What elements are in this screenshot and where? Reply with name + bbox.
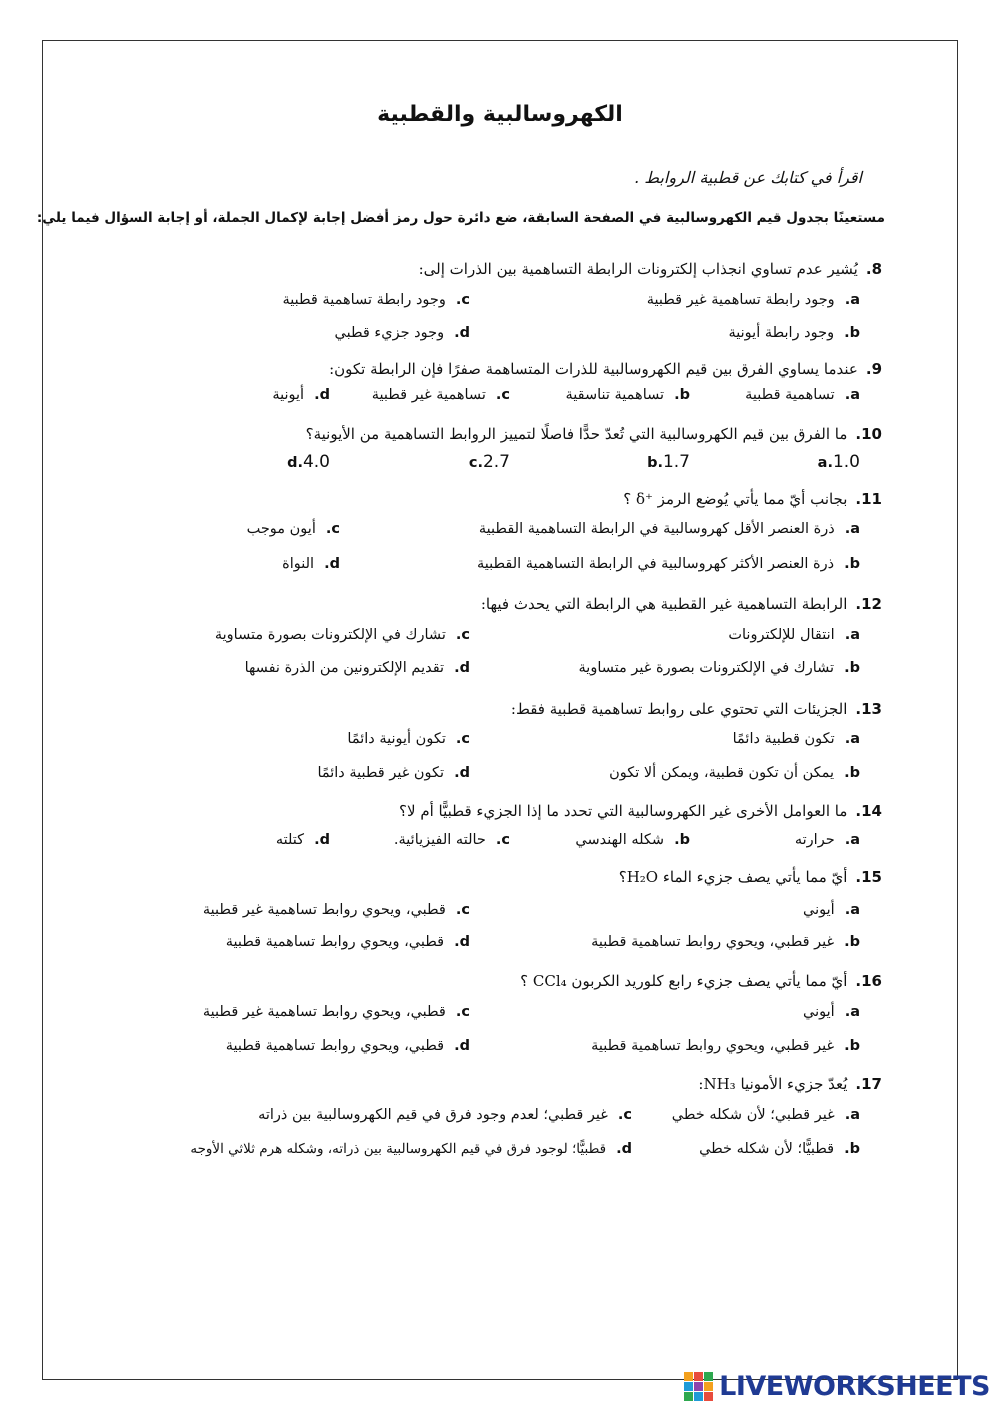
option-16c[interactable]: c.قطبي، ويحوي روابط تساهمية غير قطبية bbox=[202, 1004, 470, 1020]
question-16: 16.أيّ مما يأتي يصف جزيء رابع كلوريد الكربون CCl₄ ؟ bbox=[520, 972, 882, 990]
option-10a[interactable]: a.1.0 bbox=[817, 452, 860, 472]
option-17a[interactable]: a.غير قطبي؛ لأن شكله خطي bbox=[671, 1107, 860, 1123]
option-17b[interactable]: b.قطبيًّا؛ لأن شكله خطي bbox=[699, 1141, 860, 1157]
logo-square bbox=[684, 1392, 693, 1401]
logo-square bbox=[704, 1372, 713, 1381]
option-13c[interactable]: c.تكون أيونية دائمًا bbox=[347, 731, 470, 747]
option-10d[interactable]: d.4.0 bbox=[287, 452, 330, 472]
logo-square bbox=[684, 1372, 693, 1381]
option-9d[interactable]: d.أيونية bbox=[272, 387, 330, 403]
option-16b[interactable]: b.غير قطبي، ويحوي روابط تساهمية قطبية bbox=[591, 1038, 860, 1054]
question-17: 17.يُعدّ جزيء الأمونيا NH₃: bbox=[698, 1075, 882, 1093]
question-11: 11.بجانب أيّ مما يأتي يُوضع الرمز ⁺δ ؟ bbox=[623, 490, 882, 508]
option-16d[interactable]: d.قطبي، ويحوي روابط تساهمية قطبية bbox=[225, 1038, 470, 1054]
option-12c[interactable]: c.تشارك في الإلكترونات بصورة متساوية bbox=[214, 627, 470, 643]
option-17d[interactable]: d.قطبيًّا؛ لوجود فرق في قيم الكهروسالبية بين ذراته، وشكله هرم ثلاثي الأوجه bbox=[190, 1141, 632, 1157]
option-9a[interactable]: a.تساهمية قطبية bbox=[745, 387, 860, 403]
page-title: الكهروسالبية والقطبية bbox=[377, 102, 623, 127]
intro-read: اقرأ في كتابك عن قطبية الروابط . bbox=[634, 168, 862, 187]
option-12d[interactable]: d.تقديم الإلكترونين من الذرة نفسها bbox=[244, 660, 470, 676]
option-13a[interactable]: a.تكون قطبية دائمًا bbox=[732, 731, 860, 747]
logo-square bbox=[694, 1392, 703, 1401]
option-8d[interactable]: d.وجود جزيء قطبي bbox=[334, 325, 470, 341]
option-8c[interactable]: c.وجود رابطة تساهمية قطبية bbox=[282, 292, 470, 308]
option-11d[interactable]: d.النواة bbox=[282, 556, 340, 572]
question-13: 13.الجزيئات التي تحتوي على روابط تساهمية قطبية فقط: bbox=[510, 700, 882, 718]
intro-instruction: مستعينًا بجدول قيم الكهروسالبية في الصفحة السابقة، ضع دائرة حول رمز أفضل إجابة لإكمال الجملة، أو إجابة السؤال فيما يلي: bbox=[36, 210, 885, 226]
option-10b[interactable]: b.1.7 bbox=[647, 452, 690, 472]
logo-square bbox=[684, 1382, 693, 1391]
option-15d[interactable]: d.قطبي، ويحوي روابط تساهمية قطبية bbox=[225, 934, 470, 950]
question-8: 8.يُشير عدم تساوي انجذاب إلكترونات الرابطة التساهمية بين الذرات إلى: bbox=[418, 260, 882, 278]
option-15c[interactable]: c.قطبي، ويحوي روابط تساهمية غير قطبية bbox=[202, 902, 470, 918]
option-17c[interactable]: c.غير قطبي؛ لعدم وجود فرق في قيم الكهروسالبية بين ذراته bbox=[258, 1107, 632, 1123]
option-8a[interactable]: a.وجود رابطة تساهمية غير قطبية bbox=[646, 292, 860, 308]
option-11b[interactable]: b.ذرة العنصر الأكثر كهروسالبية في الرابطة التساهمية القطبية bbox=[476, 556, 860, 572]
option-14d[interactable]: d.كتلته bbox=[275, 832, 330, 848]
option-11c[interactable]: c.أيون موجب bbox=[246, 521, 340, 537]
logo-square bbox=[704, 1382, 713, 1391]
brand-text: LIVEWORKSHEETS bbox=[719, 1370, 990, 1402]
option-14a[interactable]: a.حرارته bbox=[794, 832, 860, 848]
question-15: 15.أيّ مما يأتي يصف جزيء الماء H₂O؟ bbox=[618, 868, 882, 886]
question-12: 12.الرابطة التساهمية غير القطبية هي الرابطة التي يحدث فيها: bbox=[480, 595, 882, 613]
logo-square bbox=[694, 1372, 703, 1381]
liveworksheets-logo-icon bbox=[684, 1372, 713, 1401]
option-15b[interactable]: b.غير قطبي، ويحوي روابط تساهمية قطبية bbox=[591, 934, 860, 950]
option-15a[interactable]: a.أيوني bbox=[803, 902, 860, 918]
liveworksheets-logo bbox=[684, 1369, 990, 1403]
option-16a[interactable]: a.أيوني bbox=[803, 1004, 860, 1020]
logo-square bbox=[704, 1392, 713, 1401]
option-12a[interactable]: a.انتقال للإلكترونات bbox=[728, 627, 860, 643]
option-12b[interactable]: b.تشارك في الإلكترونات بصورة غير متساوية bbox=[578, 660, 860, 676]
option-13b[interactable]: b.يمكن أن تكون قطبية، ويمكن ألا تكون bbox=[609, 765, 860, 781]
option-14c[interactable]: c.حالته الفيزيائية. bbox=[393, 832, 510, 848]
logo-square bbox=[694, 1382, 703, 1391]
question-9: 9.عندما يساوي الفرق بين قيم الكهروسالبية للذرات المتساهمة صفرًا فإن الرابطة تكون: bbox=[329, 360, 882, 378]
option-10c[interactable]: c.2.7 bbox=[468, 452, 510, 472]
option-8b[interactable]: b.وجود رابطة أيونية bbox=[728, 325, 860, 341]
option-13d[interactable]: d.تكون غير قطبية دائمًا bbox=[317, 765, 470, 781]
option-11a[interactable]: a.ذرة العنصر الأقل كهروسالبية في الرابطة التساهمية القطبية bbox=[478, 521, 860, 537]
question-10: 10.ما الفرق بين قيم الكهروسالبية التي تُعدّ حدًّا فاصلًا لتمييز الروابط التساهمية من الأيونية؟ bbox=[305, 425, 882, 443]
question-14: 14.ما العوامل الأخرى غير الكهروسالبية التي تحدد ما إذا الجزيء قطبيًّا أم لا؟ bbox=[399, 802, 882, 820]
option-9c[interactable]: c.تساهمية غير قطبية bbox=[371, 387, 510, 403]
option-14b[interactable]: b.شكله الهندسي bbox=[575, 832, 690, 848]
option-9b[interactable]: b.تساهمية تناسقية bbox=[565, 387, 690, 403]
